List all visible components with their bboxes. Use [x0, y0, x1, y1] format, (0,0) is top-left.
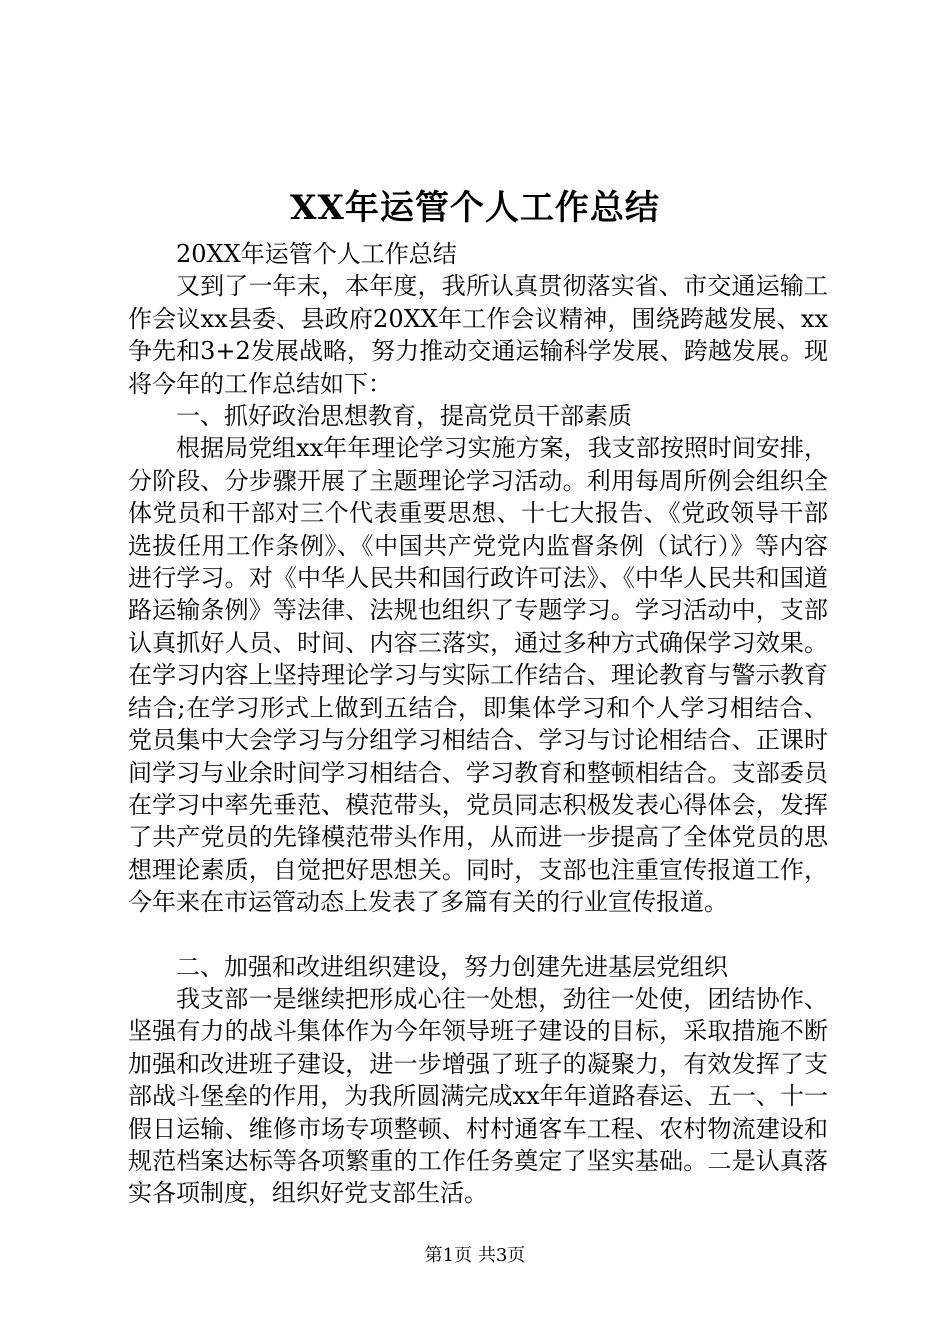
- section-body-1: 根据局党组xx年年理论学习实施方案，我支部按照时间安排，分阶段、分步骤开展了主题理论学习活动。利用每周所例会组织全体党员和干部对三个代表重要思想、十七大报告、《党政领导干部选拔任用工作条例》、《中国共产党党内监督条例（试行）》等内容进行学习。对《中华人民共和国行政许可法》、《中华人民共和国道路运输条例》等法律、法规也组织了专题学习。学习活动中，支部认真抓好人员、时间、内容三落实，通过多种方式确保学习效果。在学习内容上坚持理论学习与实际工作结合、理论教育与警示教育结合;在学习形式上做到五结合，即集体学习和个人学习相结合、党员集中大会学习与分组学习相结合、学习与讨论相结合、正课时间学习与业余时间学习相结合、学习教育和整顿相结合。支部委员在学习中率先垂范、模范带头，党员同志积极发表心得体会，发挥了共产党员的先锋模范带头作用，从而进一步提高了全体党员的思想理论素质，自觉把好思想关。同时，支部也注重宣传报道工作，今年来在市运管动态上发表了多篇有关的行业宣传报道。: [128, 434, 828, 917]
- page-number-footer: 第1页 共3页: [424, 1245, 526, 1266]
- section-heading-2: 二、加强和改进组织建设，努力创建先进基层党组织: [176, 952, 728, 981]
- subtitle-paragraph: 20XX年运管个人工作总结: [176, 240, 457, 268]
- document-title: XX年运管个人工作总结: [290, 188, 660, 228]
- section-heading-1: 一、抓好政治思想教育，提高党员干部素质: [176, 402, 632, 431]
- intro-paragraph: 又到了一年末，本年度，我所认真贯彻落实省、市交通运输工作会议xx县委、县政府20XX年工作会议精神，围绕跨越发展、xx争先和3+2发展战略，努力推动交通运输科学发展、跨越发展。现将今年的工作总结如下：: [128, 272, 828, 398]
- section-body-2: 我支部一是继续把形成心往一处想，劲往一处使，团结协作、坚强有力的战斗集体作为今年领导班子建设的目标，采取措施不断加强和改进班子建设，进一步增强了班子的凝聚力，有效发挥了支部战斗堡垒的作用，为我所圆满完成xx年年道路春运、五一、十一假日运输、维修市场专项整顿、村村通客车工程、农村物流建设和规范档案达标等各项繁重的工作任务奠定了坚实基础。二是认真落实各项制度，组织好党支部生活。: [128, 984, 828, 1208]
- document-body: [128, 238, 828, 1210]
